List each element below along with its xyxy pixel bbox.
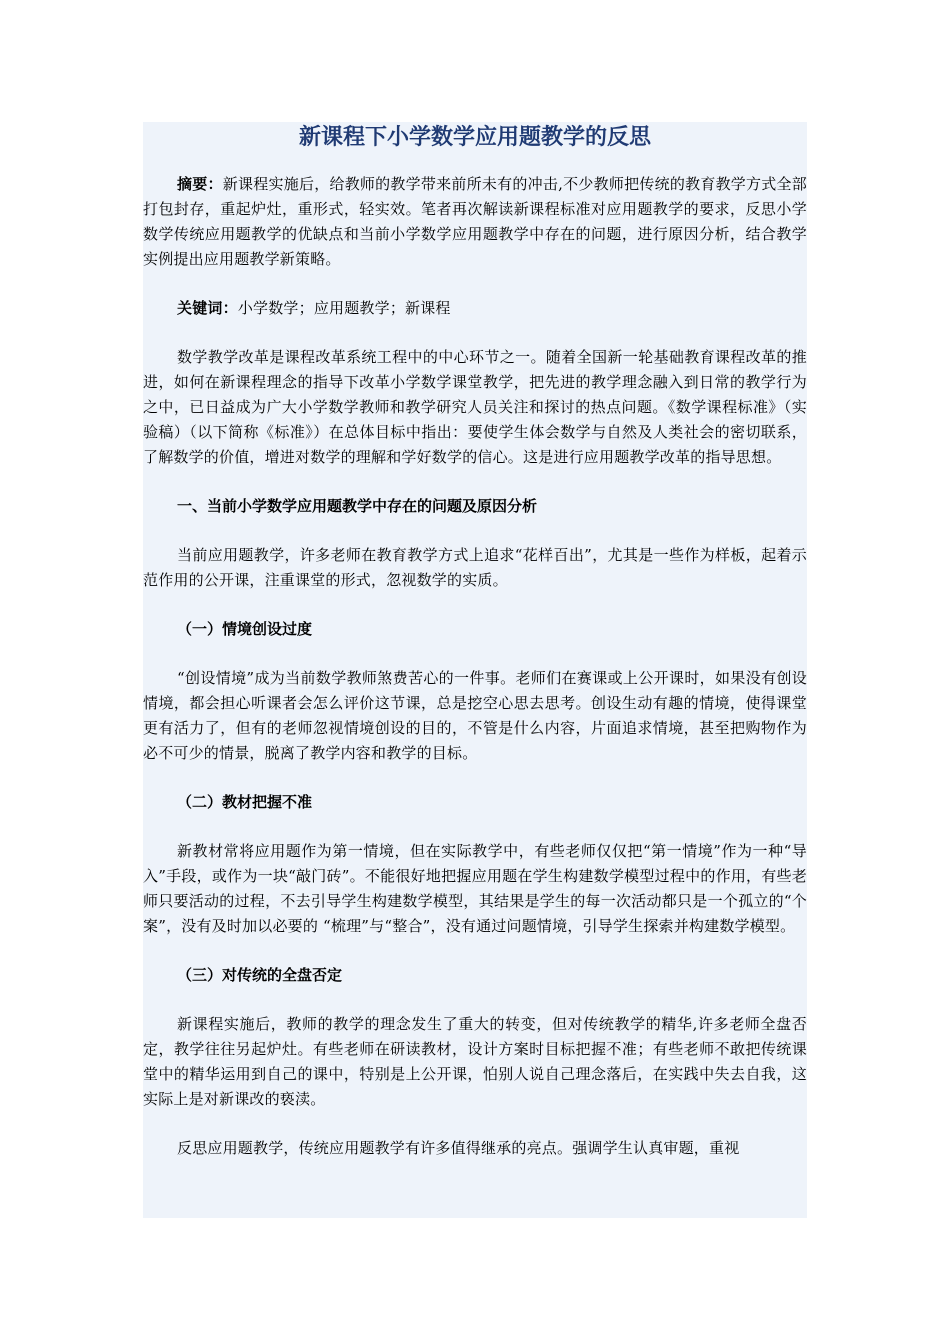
abstract-paragraph <box>143 172 807 272</box>
document-title: 新课程下小学数学应用题教学的反思 <box>298 124 651 150</box>
section1-heading: 一、当前小学数学应用题教学中存在的问题及原因分析 <box>177 497 538 515</box>
section1-intro-paragraph: 当前应用题教学，许多老师在教育教学方式上追求“花样百出”，尤其是一些作为样板，起着示范作用的公开课，注重课堂的形式，忽视数学的实质。 <box>143 546 807 589</box>
keywords-label: 关键词： <box>177 299 238 317</box>
abstract-label: 摘要： <box>177 175 223 193</box>
document-body <box>143 122 807 1218</box>
subsection1-heading: （一）情境创设过度 <box>177 620 313 638</box>
subsection3-paragraph-continued: 反思应用题教学，传统应用题教学有许多值得继承的亮点。强调学生认真审题，重视 <box>177 1139 740 1157</box>
subsection3-paragraph: 新课程实施后，教师的教学的理念发生了重大的转变，但对传统教学的精华,许多老师全盘否定，教学往往另起炉灶。有些老师在研读教材，设计方案时目标把握不准；有些老师不敢把传统课堂中的精华运用到自己的课中，特别是上公开课，怕别人说自己理念落后，在实践中失去自我，这实际上是对新课改的亵渎。 <box>143 1015 807 1108</box>
abstract-text: 新课程实施后，给教师的教学带来前所未有的冲击,不少教师把传统的教育教学方式全部打包封存，重起炉灶，重形式，轻实效。笔者再次解读新课程标准对应用题教学的要求，反思小学数学传统应用题教学的优缺点和当前小学数学应用题教学中存在的问题，进行原因分析，结合教学实例提出应用题教学新策略。 <box>143 175 807 268</box>
intro-paragraph: 数学教学改革是课程改革系统工程中的中心环节之一。随着全国新一轮基础教育课程改革的推进，如何在新课程理念的指导下改革小学数学课堂教学，把先进的教学理念融入到日常的教学行为之中，已日益成为广大小学数学教师和教学研究人员关注和探讨的热点问题。《数学课程标准》（实验稿）（以下简称《标准》）在总体目标中指出：要使学生体会数学与自然及人类社会的密切联系，了解数学的价值，增进对数学的理解和学好数学的信心。这是进行应用题教学改革的指导思想。 <box>143 348 807 466</box>
subsection3-heading: （三）对传统的全盘否定 <box>177 966 343 984</box>
subsection1-paragraph: “创设情境”成为当前数学教师煞费苦心的一件事。老师们在赛课或上公开课时，如果没有创设情境，都会担心听课者会怎么评价这节课，总是挖空心思去思考。创设生动有趣的情境，使得课堂更有活力了，但有的老师忽视情境创设的目的，不管是什么内容，片面追求情境，甚至把购物作为必不可少的情景，脱离了教学内容和教学的目标。 <box>143 669 807 762</box>
keywords-text: 小学数学；应用题教学；新课程 <box>237 299 451 317</box>
subsection2-heading: （二）教材把握不准 <box>177 793 313 811</box>
keywords-paragraph <box>143 296 807 321</box>
subsection2-paragraph: 新教材常将应用题作为第一情境，但在实际教学中，有些老师仅仅把“第一情境”作为一种“导入”手段，或作为一块“敲门砖”。不能很好地把握应用题在学生构建数学模型过程中的作用，有些老师只要活动的过程，不去引导学生构建数学模型，其结果是学生的每一次活动都只是一个孤立的“个案”，没有及时加以必要的 “梳理”与“整合”，没有通过问题情境，引导学生探索并构建数学模型。 <box>143 842 807 935</box>
